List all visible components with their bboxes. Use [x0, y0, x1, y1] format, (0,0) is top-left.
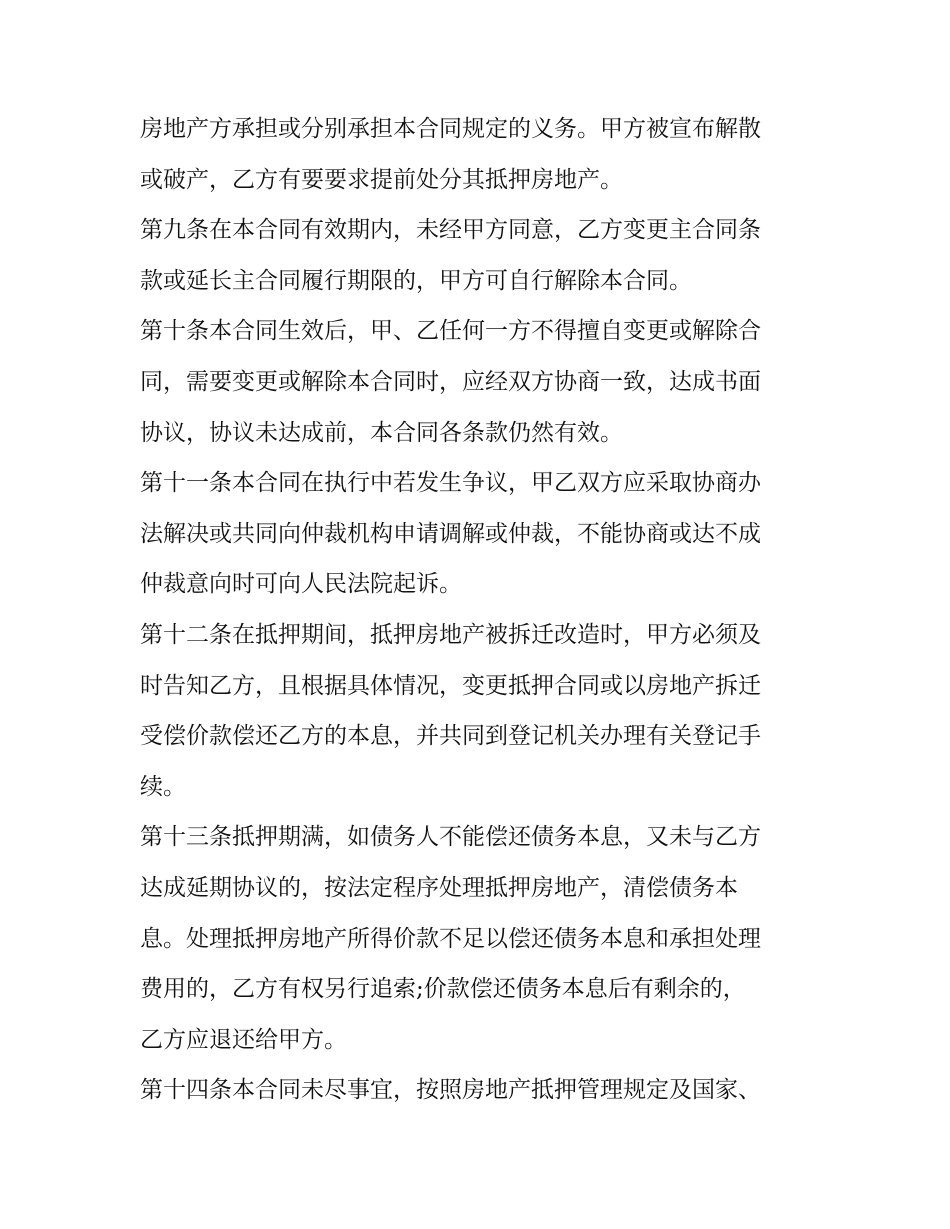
text-line: 达成延期协议的，按法定程序处理抵押房地产，清偿债务本 — [140, 874, 738, 901]
text-line: 房地产方承担或分别承担本合同规定的义务。甲方被宣布解散 — [140, 116, 761, 142]
text-line: 时告知乙方，且根据具体情况，变更抵押合同或以房地产拆迁 — [140, 672, 761, 699]
text-line: 第十一条本合同在执行中若发生争议，甲乙双方应采取协商办 — [140, 470, 761, 497]
text-line: 息。处理抵押房地产所得价款不足以偿还债务本息和承担处理 — [140, 925, 761, 952]
text-line: 第十二条在抵押期间，抵押房地产被拆迁改造时，甲方必须及 — [140, 621, 761, 648]
text-line: 费用的，乙方有权另行追索;价款偿还债务本息后有剩余的， — [140, 976, 746, 1003]
text-line: 第十三条抵押期满，如债务人不能偿还债务本息，又未与乙方 — [140, 824, 761, 851]
text-line: 协议，协议未达成前，本合同各条款仍然有效。 — [140, 419, 623, 446]
text-line: 或破产，乙方有要要求提前处分其抵押房地产。 — [140, 166, 623, 193]
text-line: 仲裁意向时可向人民法院起诉。 — [140, 571, 462, 598]
text-line: 受偿价款偿还乙方的本息，并共同到登记机关办理有关登记手 — [140, 723, 761, 750]
text-line: 同，需要变更或解除本合同时，应经双方协商一致，达成书面 — [140, 368, 761, 395]
text-line: 第十四条本合同未尽事宜，按照房地产抵押管理规定及国家、 — [140, 1077, 761, 1104]
text-line: 第九条在本合同有效期内，未经甲方同意，乙方变更主合同条 — [140, 217, 761, 244]
text-line: 法解决或共同向仲裁机构申请调解或仲裁，不能协商或达不成 — [140, 520, 761, 547]
text-line: 款或延长主合同履行期限的，甲方可自行解除本合同。 — [140, 267, 692, 294]
contract-body-text — [140, 104, 830, 1116]
text-line: 乙方应退还给甲方。 — [140, 1026, 347, 1053]
text-line: 续。 — [140, 773, 186, 800]
text-line: 第十条本合同生效后，甲、乙任何一方不得擅自变更或解除合 — [140, 318, 761, 345]
